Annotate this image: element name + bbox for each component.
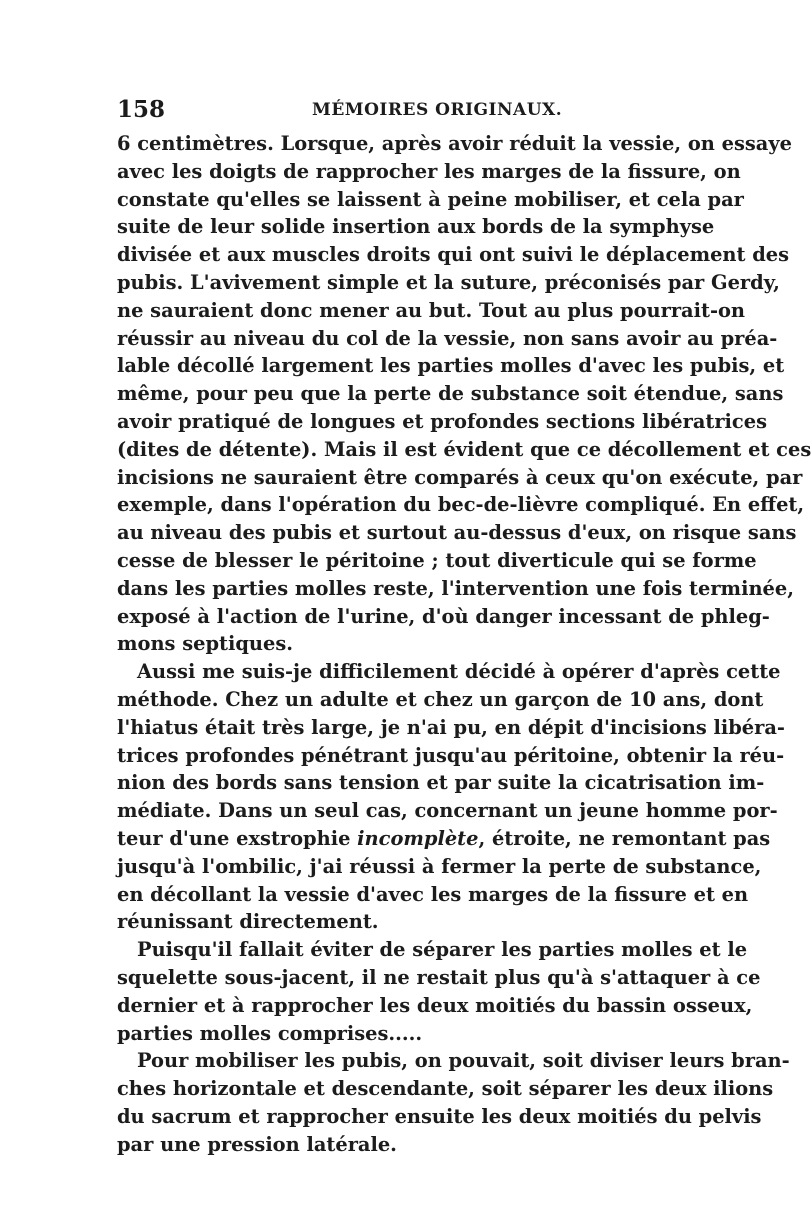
text-line: incisions ne sauraient être comparés à ceux qu'on exécute, par bbox=[117, 465, 803, 489]
body-text bbox=[117, 130, 811, 1158]
text-line: réussir au niveau du col de la vessie, non sans avoir au préa- bbox=[117, 326, 778, 350]
italic-word: incomplète bbox=[357, 826, 479, 850]
text-line: dernier et à rapprocher les deux moitiés du bassin osseux, bbox=[117, 993, 753, 1017]
text-line: mons septiques. bbox=[117, 632, 294, 656]
page-number: 158 bbox=[117, 96, 166, 123]
text-line: avoir pratiqué de longues et profondes sections libératrices bbox=[117, 409, 767, 433]
page-header bbox=[117, 96, 672, 126]
text-line: nion des bords sans tension et par suite la cicatrisation im- bbox=[117, 771, 765, 795]
text-line-with-italic bbox=[117, 825, 771, 853]
text-line: méthode. Chez un adulte et chez un garçon de 10 ans, dont bbox=[117, 687, 764, 711]
text-line: même, pour peu que la perte de substance soit étendue, sans bbox=[117, 382, 784, 406]
text-line: Puisqu'il fallait éviter de séparer les parties molles et le bbox=[137, 938, 748, 962]
text-segment: , étroite, ne remontant pas bbox=[478, 826, 771, 850]
running-head: MÉMOIRES ORIGINAUX. bbox=[312, 100, 563, 120]
text-line: exposé à l'action de l'urine, d'où danger incessant de phleg- bbox=[117, 604, 770, 628]
text-line: parties molles comprises..... bbox=[117, 1021, 423, 1045]
text-line: par une pression latérale. bbox=[117, 1132, 397, 1156]
text-line: du sacrum et rapprocher ensuite les deux moitiés du pelvis bbox=[117, 1104, 762, 1128]
text-line: dans les parties molles reste, l'intervention une fois terminée, bbox=[117, 576, 794, 600]
text-line: pubis. L'avivement simple et la suture, préconisés par Gerdy, bbox=[117, 270, 780, 294]
paragraph-3 bbox=[117, 936, 761, 1047]
paragraph-4 bbox=[117, 1047, 790, 1158]
text-line: squelette sous-jacent, il ne restait plus qu'à s'attaquer à ce bbox=[117, 965, 761, 989]
text-line: exemple, dans l'opération du bec-de-lièvre compliqué. En effet, bbox=[117, 493, 805, 517]
text-line: divisée et aux muscles droits qui ont suivi le déplacement des bbox=[117, 243, 790, 267]
text-line: avec les doigts de rapprocher les marges de la fissure, on bbox=[117, 159, 741, 183]
text-line: 6 centimètres. Lorsque, après avoir réduit la vessie, on essaye bbox=[117, 132, 792, 155]
text-line: Pour mobiliser les pubis, on pouvait, soit diviser leurs bran- bbox=[137, 1049, 790, 1073]
paragraph-1 bbox=[117, 130, 811, 658]
text-line: Aussi me suis-je difficilement décidé à opérer d'après cette bbox=[137, 660, 781, 684]
text-line: en décollant la vessie d'avec les marges de la fissure et en bbox=[117, 882, 749, 906]
text-line: au niveau des pubis et surtout au-dessus d'eux, on risque sans bbox=[117, 521, 797, 545]
text-segment: teur d'une exstrophie bbox=[117, 826, 358, 850]
text-line: réunissant directement. bbox=[117, 910, 379, 934]
text-line: l'hiatus était très large, je n'ai pu, en dépit d'incisions libéra- bbox=[117, 715, 785, 739]
text-line: ne sauraient donc mener au but. Tout au plus pourrait-on bbox=[117, 298, 746, 322]
text-line: jusqu'à l'ombilic, j'ai réussi à fermer la perte de substance, bbox=[117, 854, 762, 878]
text-line: suite de leur solide insertion aux bords de la symphyse bbox=[117, 215, 715, 239]
text-line: (dites de détente). Mais il est évident que ce décollement et ces bbox=[117, 437, 811, 461]
text-line: ches horizontale et descendante, soit séparer les deux ilions bbox=[117, 1077, 774, 1101]
paragraph-2 bbox=[117, 658, 785, 936]
text-line: médiate. Dans un seul cas, concernant un jeune homme por- bbox=[117, 799, 778, 823]
text-line: cesse de blesser le péritoine ; tout diverticule qui se forme bbox=[117, 548, 757, 572]
text-line: constate qu'elles se laissent à peine mobiliser, et cela par bbox=[117, 187, 744, 211]
text-line: trices profondes pénétrant jusqu'au péritoine, obtenir la réu- bbox=[117, 743, 785, 767]
text-line: lable décollé largement les parties molles d'avec les pubis, et bbox=[117, 354, 785, 378]
